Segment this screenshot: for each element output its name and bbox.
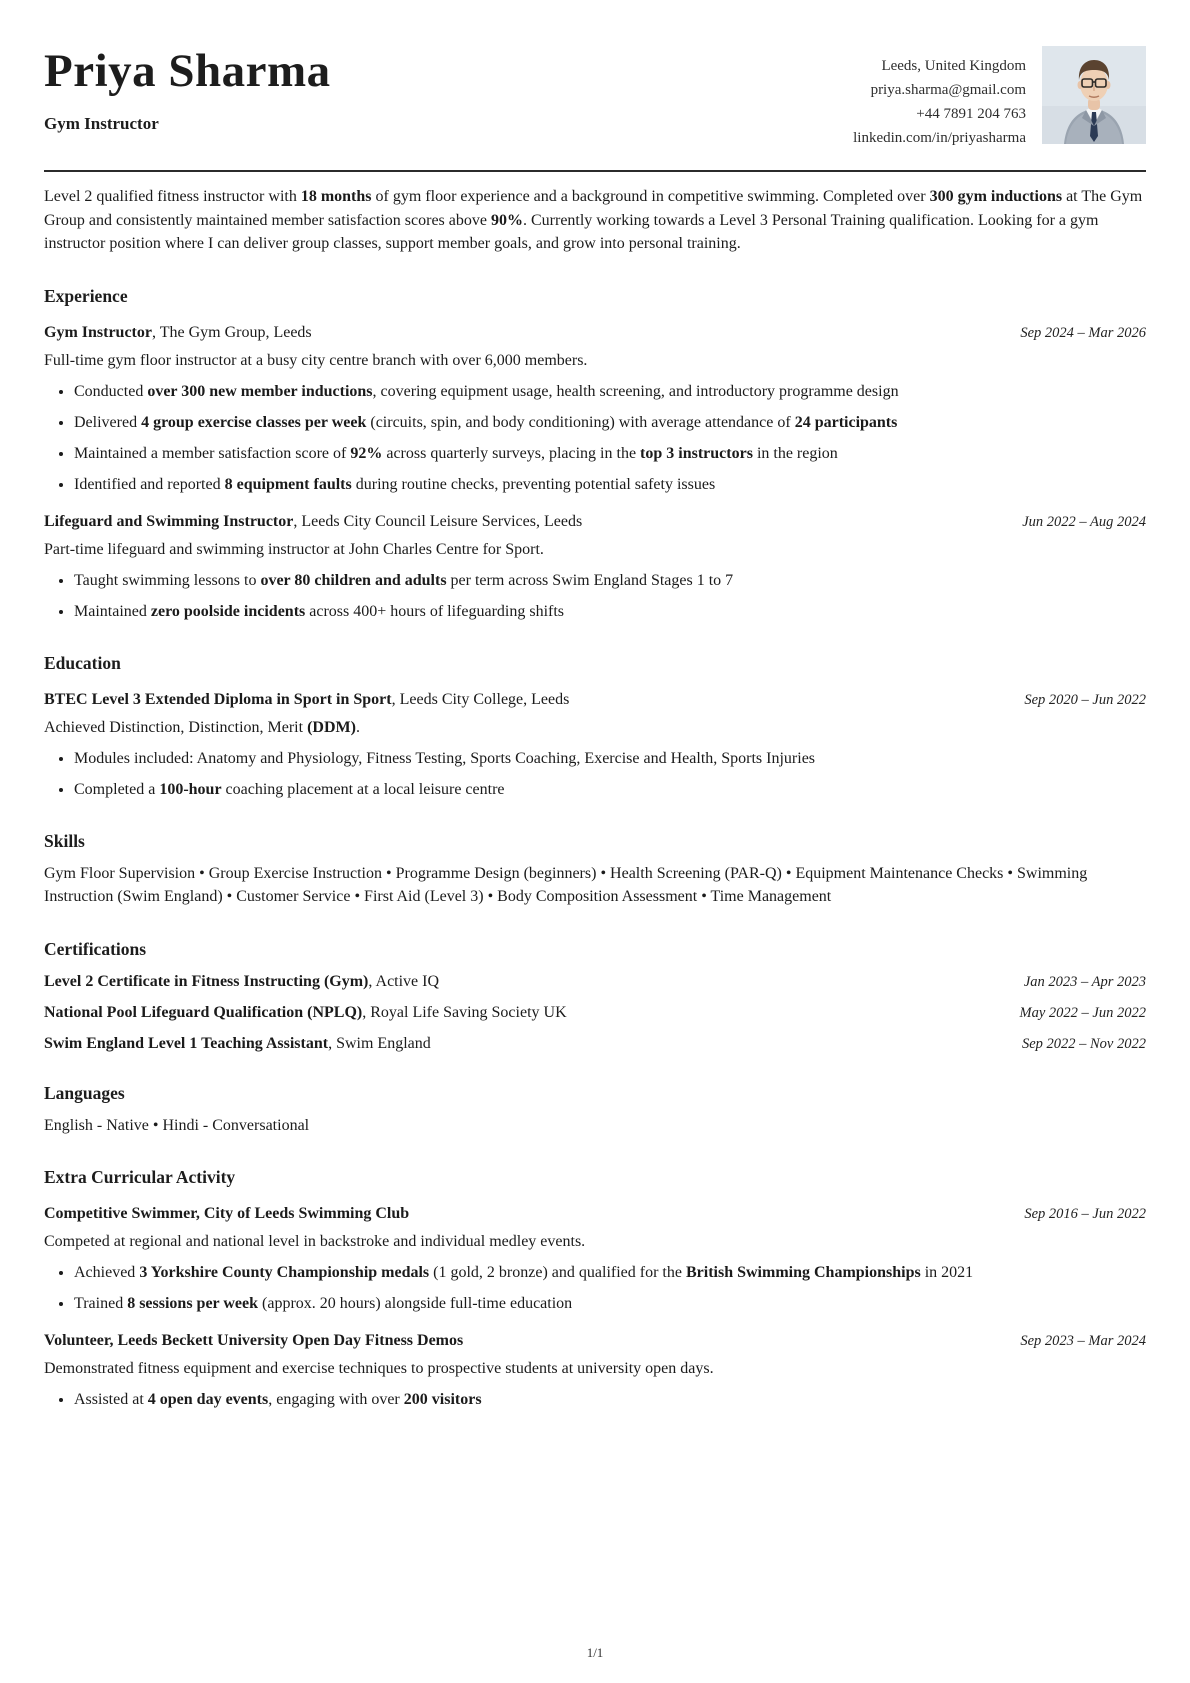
section-languages [44,1083,1146,1138]
contact-line: +44 7891 204 763 [916,106,1026,122]
entry-date: Sep 2020 – Jun 2022 [1024,691,1146,708]
header-divider [44,170,1146,172]
bullet-item: • Trained 8 sessions per week (approx. 20 hours) alongside full-time education [74,1293,1146,1315]
entry-header [44,513,1146,531]
contact-info [853,46,1026,150]
entry-header [44,1004,1146,1022]
person-name: Priya Sharma [44,45,331,97]
contact-line: linkedin.com/in/priyasharma [853,130,1026,146]
bullet-list [44,381,1146,496]
skills-text: Gym Floor Supervision • Group Exercise Instruction • Programme Design (beginners) • Health Screening (PAR-Q) • Equipment Maintenance Checks • Swimming Instruction (Swim England) • Customer Service • First Aid (Level 3) • Body Composition Assessment • Time Management [44,864,1088,905]
bullet-item: • Identified and reported 8 equipment faults during routine checks, preventing potential safety issues [74,474,1146,496]
section-extra-curricular [44,1167,1146,1411]
certification-row [44,1004,1146,1022]
bullet-item: • Assisted at 4 open day events, engaging with over 200 visitors [74,1389,1146,1411]
entry-title: Volunteer, Leeds Beckett University Open Day Fitness Demos [44,1332,464,1349]
entry-title: Level 2 Certificate in Fitness Instructing (Gym), Active IQ [44,972,440,990]
entry-header [44,1035,1146,1053]
certification-row [44,1035,1146,1053]
resume-sections [44,286,1146,1412]
person-job-title: Gym Instructor [44,113,159,133]
entry-title: Swim England Level 1 Teaching Assistant, Swim England [44,1034,431,1052]
section-skills [44,831,1146,909]
entry-title: Competitive Swimmer, City of Leeds Swimming Club [44,1205,410,1222]
section-heading: Skills [44,830,85,851]
bullet-list [44,570,1146,623]
section-heading: Certifications [44,938,147,959]
resume-header [44,46,1146,150]
page-number: 1/1 [586,1645,604,1660]
section-heading: Education [44,652,121,673]
section-education [44,653,1146,801]
entry-date: Sep 2022 – Nov 2022 [1021,1035,1146,1052]
bullet-item: • Maintained a member satisfaction score of 92% across quarterly surveys, placing in the top 3 instructors in the region [74,443,1146,465]
section-heading: Languages [44,1082,125,1103]
section-experience [44,286,1146,623]
entry-title: National Pool Lifeguard Qualification (NPLQ), Royal Life Saving Society UK [44,1003,567,1021]
header-contact-block [853,46,1146,150]
bullet-list [44,1262,1146,1315]
bullet-item: • Modules included: Anatomy and Physiology, Fitness Testing, Sports Coaching, Exercise and Health, Sports Injuries [74,748,1146,770]
entry [44,1205,1146,1315]
entry-header [44,1332,1146,1350]
bullet-item: • Completed a 100-hour coaching placement at a local leisure centre [74,779,1146,801]
languages-text: English - Native • Hindi - Conversational [44,1116,310,1134]
entry [44,691,1146,801]
bullet-item: • Taught swimming lessons to over 80 children and adults per term across Swim England Stages 1 to 7 [74,570,1146,592]
section-heading: Extra Curricular Activity [44,1167,236,1187]
bullet-item: • Achieved 3 Yorkshire County Championship medals (1 gold, 2 bronze) and qualified for the British Swimming Championships in 2021 [74,1262,1146,1284]
entry-header [44,1205,1146,1223]
entry [44,324,1146,496]
entry-date: Jun 2022 – Aug 2024 [1022,513,1146,530]
section-certifications [44,939,1146,1053]
bullet-list [44,1389,1146,1411]
header-identity [44,46,331,134]
bullet-item: • Conducted over 300 new member inductions, covering equipment usage, health screening, and introductory programme design [74,381,1146,403]
entry [44,1332,1146,1411]
bullet-item: • Maintained zero poolside incidents across 400+ hours of lifeguarding shifts [74,601,1146,623]
bullet-list [44,748,1146,801]
entry-date: Sep 2016 – Jun 2022 [1024,1206,1146,1222]
entry-date: Sep 2024 – Mar 2026 [1020,324,1146,341]
entry-date: May 2022 – Jun 2022 [1019,1004,1146,1021]
entry-title: Lifeguard and Swimming Instructor, Leeds City Council Leisure Services, Leeds [44,512,583,530]
entry [44,513,1146,623]
entry-title: BTEC Level 3 Extended Diploma in Sport in Sport, Leeds City College, Leeds [44,690,570,708]
entry-description: Demonstrated fitness equipment and exercise techniques to prospective students at university open days. [44,1360,714,1377]
contact-line: Leeds, United Kingdom [881,58,1026,74]
section-heading: Experience [44,285,128,306]
entry-description: Competed at regional and national level in backstroke and individual medley events. [44,1233,586,1250]
summary-paragraph: Level 2 qualified fitness instructor with 18 months of gym floor experience and a background in competitive swimming. Completed over 300 gym inductions at The Gym Group and consistently maintained member satisfaction scores above 90%. Currently working towards a Level 3 Personal Training qualification. Looking for a gym instructor position where I can deliver group classes, support member goals, and grow into personal training. [44,188,1143,252]
contact-line: priya.sharma@gmail.com [870,82,1026,98]
bullet-item: • Delivered 4 group exercise classes per week (circuits, spin, and body conditioning) with average attendance of 24 participants [74,412,1146,434]
entry-description: Part-time lifeguard and swimming instructor at John Charles Centre for Sport. [44,540,544,558]
entry-description: Full-time gym floor instructor at a busy city centre branch with over 6,000 members. [44,351,588,369]
entry-header [44,973,1146,991]
entry-date: Sep 2023 – Mar 2024 [1020,1333,1146,1349]
certification-row [44,973,1146,991]
entry-title: Gym Instructor, The Gym Group, Leeds [44,323,312,341]
profile-photo [1042,46,1146,144]
entry-description: Achieved Distinction, Distinction, Merit (DDM). [44,718,360,736]
entry-header [44,691,1146,709]
entry-date: Jan 2023 – Apr 2023 [1023,973,1146,990]
entry-header [44,324,1146,342]
